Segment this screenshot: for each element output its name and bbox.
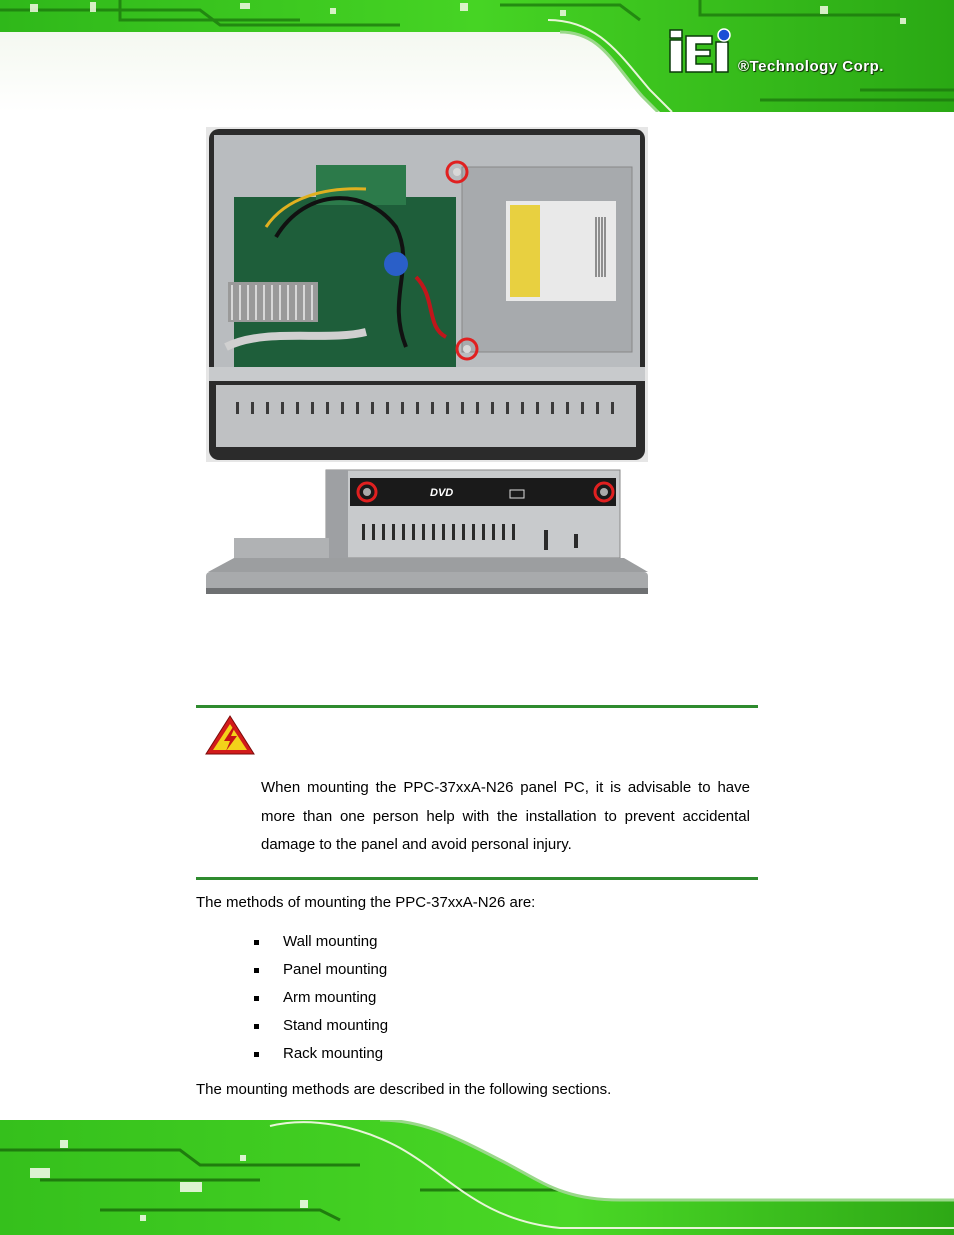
warning-triangle-icon — [204, 714, 256, 761]
bullet-square-icon — [254, 968, 259, 973]
bullet-square-icon — [254, 996, 259, 1001]
page-footer — [0, 1120, 954, 1235]
company-logo-text: ®Technology Corp. — [738, 58, 884, 75]
side-view-illustration — [204, 468, 650, 598]
warning-text: When mounting the PPC-37xxA-N26 panel PC, it is advisable to have more than one person help with the installation to prevent accidental damage to the panel and avoid personal injury. — [261, 779, 750, 853]
list-item: Arm mounting — [252, 984, 388, 1012]
mounting-methods-list — [252, 928, 388, 1068]
mounting-methods-outro: The mounting methods are described in the following sections. — [196, 1081, 612, 1098]
warning-rule-bottom — [196, 877, 758, 880]
dvd-logo: DVD — [430, 487, 454, 499]
company-logo — [668, 28, 928, 88]
bullet-square-icon — [254, 1052, 259, 1057]
page-header — [0, 0, 954, 112]
list-item: Panel mounting — [252, 956, 388, 984]
internal-view-photo — [206, 127, 648, 462]
iei-logo-icon — [668, 28, 738, 74]
list-item: Rack mounting — [252, 1040, 388, 1068]
side-view-photo — [204, 468, 650, 598]
pcb-footer-background — [0, 1120, 954, 1235]
warning-rule-top — [196, 705, 758, 708]
list-item: Stand mounting — [252, 1012, 388, 1040]
bullet-square-icon — [254, 1024, 259, 1029]
mounting-methods-intro: The methods of mounting the PPC-37xxA-N26 are: — [196, 894, 536, 911]
bullet-square-icon — [254, 940, 259, 945]
list-item: Wall mounting — [252, 928, 388, 956]
internal-view-illustration — [206, 127, 648, 462]
